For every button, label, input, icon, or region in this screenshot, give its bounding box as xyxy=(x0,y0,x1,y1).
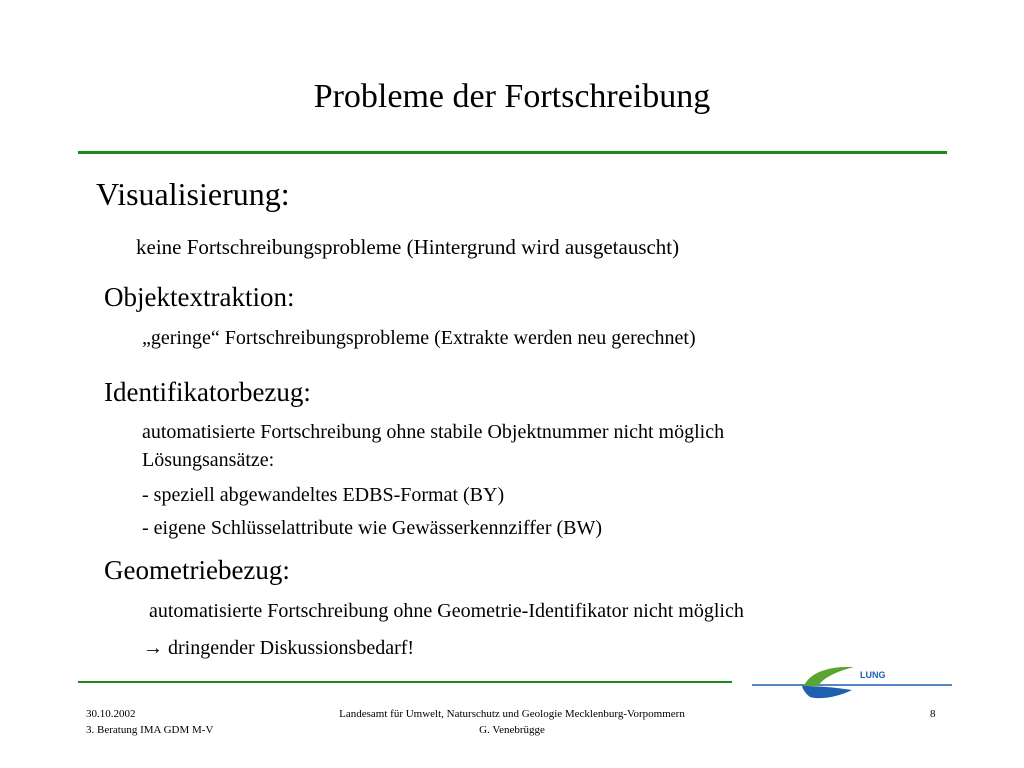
lung-leaf-logo xyxy=(752,664,952,704)
text-identifikatorbezug-3: - speziell abgewandeltes EDBS-Format (BY) xyxy=(142,484,505,506)
footer-center xyxy=(262,706,762,738)
text-geometriebezug-2-label: dringender Diskussionsbedarf! xyxy=(168,637,415,659)
footer-event: 3. Beratung IMA GDM M-V xyxy=(86,724,214,736)
text-visualisierung-1: keine Fortschreibungsprobleme (Hintergrund wird ausgetauscht) xyxy=(136,235,680,259)
page-title: Probleme der Fortschreibung xyxy=(313,78,711,115)
text-identifikatorbezug-4: - eigene Schlüsselattribute wie Gewässerkennziffer (BW) xyxy=(142,517,603,539)
heading-objektextraktion: Objektextraktion: xyxy=(104,282,295,312)
text-identifikatorbezug-1: automatisierte Fortschreibung ohne stabile Objektnummer nicht möglich xyxy=(142,421,725,443)
arrow-right-icon: → xyxy=(143,637,163,659)
footer-divider xyxy=(78,681,732,683)
text-identifikatorbezug-2: Lösungsansätze: xyxy=(142,449,275,471)
text-geometriebezug-2 xyxy=(143,637,414,660)
footer-left xyxy=(86,706,213,738)
title-divider xyxy=(78,151,947,154)
text-objektextraktion-1: „geringe“ Fortschreibungsprobleme (Extrakte werden neu gerechnet) xyxy=(142,327,696,349)
heading-visualisierung: Visualisierung: xyxy=(96,176,290,212)
footer-date: 30.10.2002 xyxy=(86,708,136,720)
heading-geometriebezug: Geometriebezug: xyxy=(104,555,290,585)
logo-leaf-bottom xyxy=(802,686,852,698)
logo-text: LUNG xyxy=(860,670,886,680)
footer-org: Landesamt für Umwelt, Naturschutz und Geologie Mecklenburg-Vorpommern xyxy=(339,708,685,720)
text-geometriebezug-1: automatisierte Fortschreibung ohne Geometrie-Identifikator nicht möglich xyxy=(149,600,744,622)
page-number: 8 xyxy=(930,708,936,720)
logo-leaf-top xyxy=(804,667,854,686)
footer-author: G. Venebrügge xyxy=(479,724,545,736)
heading-identifikatorbezug: Identifikatorbezug: xyxy=(104,377,311,407)
